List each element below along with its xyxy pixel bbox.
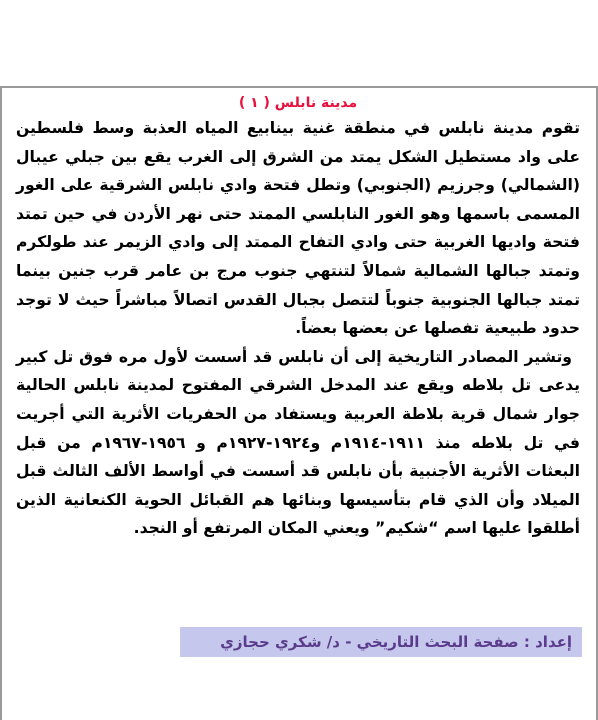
article-title: مدينة نابلس ( ١ ): [238, 95, 358, 111]
paragraph-history: وتشير المصادر التاريخية إلى أن نابلس قد أسست لأول مره فوق تل كبير يدعى تل بلاطه ويقع عند المدخل الشرقي المفتوح لمدينة نابلس الحالية جوار شمال قرية بلاطة العربية ويستفاد من الحفريات الأثرية التي أجريت في تل بلاطه منذ ١٩١١-١٩١٤م و١٩٢٤-١٩٢٧م و ١٩٥٦-١٩٦٧م من قبل البعثات الأثرية الأجنبية بأن نابلس قد أسست في أواسط الألف الثالث قبل الميلاد وأن الذي قام بتأسيسها وبنائها هم القبائل الحوية الكنعانية الذين أطلقوا عليها اسم “شكيم” ويعني المكان المرتفع أو النجد.: [16, 347, 580, 538]
frame-top-border: [0, 86, 598, 88]
article: [16, 92, 580, 543]
paragraph-geography: تقوم مدينة نابلس في منطقة غنية بينابيع المياه العذبة وسط فلسطين على واد مستطيل الشكل يمتد من الشرق إلى الغرب يقع بين جبلي عيبال (الشمالي) وجرزيم (الجنوبي) وتطل فتحة وادي نابلس الشرقية على الغور المسمى باسمها وهو الغور النابلسي الممتد حتى نهر الأردن في حين تمتد فتحة واديها الغربية حتى وادي التفاح الممتد إلى وادي الزيمر عند طولكرم وتمتد جبالها الشمالية شمالاً لتنتهي جنوب مرج بن عامر قرب جنين بينما تمتد جبالها الجنوبية جنوباً لتتصل بجبال القدس اتصالاً مباشراً حيث لا توجد حدود طبيعية تفصلها عن بعضها بعضاً.: [16, 119, 580, 338]
credit-banner: [180, 627, 582, 657]
credit-text: إعداد : صفحة البحث التاريخي - د/ شكري حجازي: [220, 633, 572, 651]
frame-left-border: [0, 86, 2, 720]
